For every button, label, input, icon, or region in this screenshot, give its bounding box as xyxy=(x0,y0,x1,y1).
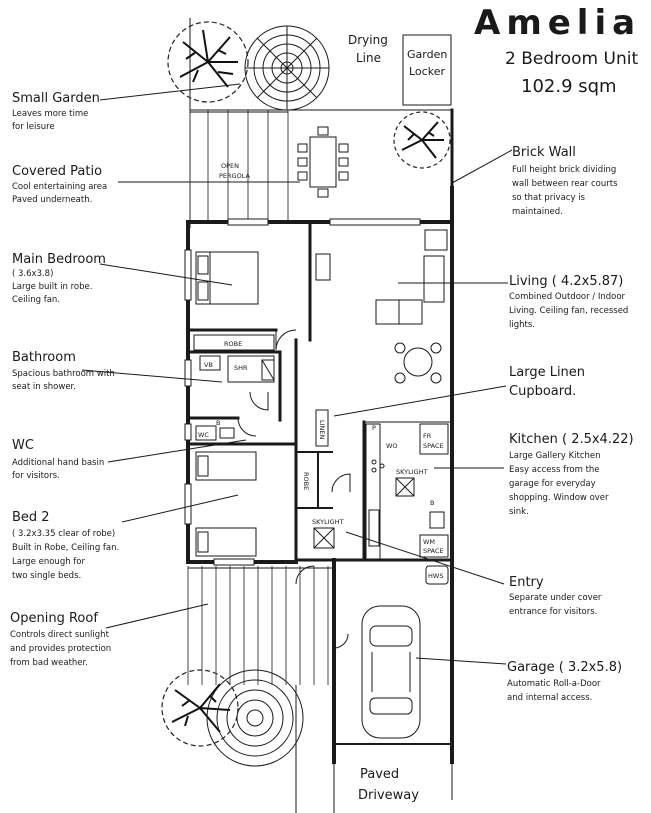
door-arc xyxy=(296,566,314,584)
callout-line: Cool entertaining area xyxy=(12,182,108,192)
fr-space-label-2: SPACE xyxy=(423,442,444,450)
callout-line: garage for everyday xyxy=(509,479,596,489)
callout-line: and internal access. xyxy=(507,693,593,703)
callout-title: Entry xyxy=(509,575,544,590)
callout-kitchen xyxy=(509,432,634,517)
plan-type: 2 Bedroom Unit xyxy=(505,49,639,69)
door-arc xyxy=(332,474,350,492)
tree-icon xyxy=(168,22,248,102)
callout-line: two single beds. xyxy=(12,571,82,581)
callout-title: WC xyxy=(12,438,34,453)
living-furniture xyxy=(316,254,444,383)
callout-line: Ceiling fan. xyxy=(12,295,61,305)
car-icon xyxy=(362,606,420,738)
callout-line: Large built in robe. xyxy=(12,282,93,292)
open-pergola-label-1: OPEN xyxy=(221,162,240,170)
callout-title: Brick Wall xyxy=(512,145,576,160)
door-arc xyxy=(238,418,256,436)
tree-icon xyxy=(394,112,450,168)
clothesline-icon xyxy=(245,26,329,110)
callout-line: Full height brick dividing xyxy=(512,165,617,175)
callout-brick-wall xyxy=(512,145,618,217)
wc-label: WC xyxy=(198,431,209,439)
main-bedroom-bed xyxy=(196,252,258,304)
pantry-label: P xyxy=(372,424,376,432)
callout-garage xyxy=(507,660,622,703)
bed2-beds xyxy=(196,452,256,556)
callout-line: maintained. xyxy=(512,207,563,217)
callout-title: Covered Patio xyxy=(12,164,103,179)
callout-line: entrance for visitors. xyxy=(509,607,598,617)
wo-label: WO xyxy=(386,442,398,450)
callout-line: ( 3.6x3.8) xyxy=(12,269,54,279)
linen-label: LINEN xyxy=(318,420,326,440)
callout-title: Main Bedroom xyxy=(12,252,106,267)
callout-line: Combined Outdoor / Indoor xyxy=(509,292,626,302)
callout-line: so that privacy is xyxy=(512,193,585,203)
tree-icon xyxy=(207,670,303,766)
garden-locker-label-1: Garden xyxy=(407,48,448,61)
callout-line: Spacious bathroom with xyxy=(12,369,115,379)
drying-line-label-2: Line xyxy=(356,51,382,65)
callout-line: Paved underneath. xyxy=(12,195,93,205)
callout-line: Easy access from the xyxy=(509,465,600,475)
callout-covered-patio xyxy=(12,164,107,205)
callout-line: Separate under cover xyxy=(509,593,602,603)
callout-title: Large Linen xyxy=(509,365,586,380)
callout-large-linen xyxy=(509,365,585,399)
callout-line: Living. Ceiling fan, recessed xyxy=(509,306,629,316)
door-arc xyxy=(250,392,268,410)
callout-line: shopping. Window over xyxy=(509,493,609,503)
covered-patio xyxy=(190,110,348,222)
callout-line: Controls direct sunlight xyxy=(10,630,109,640)
b2-label: B xyxy=(430,499,435,507)
callout-line: and provides protection xyxy=(10,644,112,654)
callout-line: for visitors. xyxy=(12,471,60,481)
plan-area: 102.9 sqm xyxy=(521,76,617,97)
garden-locker-label-2: Locker xyxy=(409,65,445,78)
callout-title: Living ( 4.2x5.87) xyxy=(509,274,624,289)
callout-title: Bathroom xyxy=(12,350,76,365)
callout-line: from bad weather. xyxy=(10,658,88,668)
drying-line-label-1: Drying xyxy=(348,33,388,47)
callout-line: Cupboard. xyxy=(509,384,577,399)
door-arc xyxy=(334,634,348,648)
open-pergola-label-2: PERGOLA xyxy=(219,172,250,180)
wm-space-label-2: SPACE xyxy=(423,547,444,555)
callout-line: sink. xyxy=(509,507,529,517)
callout-main-bedroom xyxy=(12,252,106,305)
b1-label: B xyxy=(216,419,221,427)
callout-title: Kitchen ( 2.5x4.22) xyxy=(509,432,634,447)
callout-line: lights. xyxy=(509,320,535,330)
callout-bed-2 xyxy=(12,510,119,581)
callout-line: wall between rear courts xyxy=(512,179,618,189)
callout-line: Automatic Roll-a-Door xyxy=(507,679,601,689)
callout-bathroom xyxy=(12,350,115,392)
door-arc xyxy=(276,330,296,350)
callout-line: for leisure xyxy=(12,122,55,132)
callout-title: Garage ( 3.2x5.8) xyxy=(507,660,623,675)
callout-entry xyxy=(509,575,602,617)
callout-line: Built in Robe, Ceiling fan. xyxy=(12,543,120,553)
skylight-kitchen-label: SKYLIGHT xyxy=(396,468,428,476)
opening-roof xyxy=(188,566,334,685)
callout-line: Large enough for xyxy=(12,557,85,567)
paved-driveway-label-1: Paved xyxy=(360,767,400,782)
callout-small-garden xyxy=(12,91,100,132)
callout-title: Opening Roof xyxy=(10,611,98,626)
callout-line: seat in shower. xyxy=(12,382,76,392)
callout-living xyxy=(509,274,628,330)
skylight-entry-label: SKYLIGHT xyxy=(312,518,344,526)
callout-wc xyxy=(12,438,104,481)
shr-label: SHR xyxy=(234,364,248,372)
hws-label: HWS xyxy=(428,572,444,580)
robe2-label: ROBE xyxy=(302,472,310,491)
vb-label: VB xyxy=(204,361,213,369)
outdoor-table xyxy=(310,137,336,187)
robe-label: ROBE xyxy=(224,340,243,348)
tree-icon xyxy=(162,670,238,746)
callout-title: Bed 2 xyxy=(12,510,50,525)
callout-line: Large Gallery Kitchen xyxy=(509,451,601,461)
fr-space-label-1: FR xyxy=(423,432,432,440)
callout-title: Small Garden xyxy=(12,91,100,106)
callout-opening-roof xyxy=(10,611,111,668)
callout-line: Leaves more time xyxy=(12,109,89,119)
plan-name: Amelia xyxy=(474,3,642,43)
wm-space-label-1: WM xyxy=(423,538,436,546)
callout-line: Additional hand basin xyxy=(12,458,105,468)
paved-driveway-label-2: Driveway xyxy=(358,788,419,803)
callout-line: ( 3.2x3.35 clear of robe) xyxy=(12,529,116,539)
